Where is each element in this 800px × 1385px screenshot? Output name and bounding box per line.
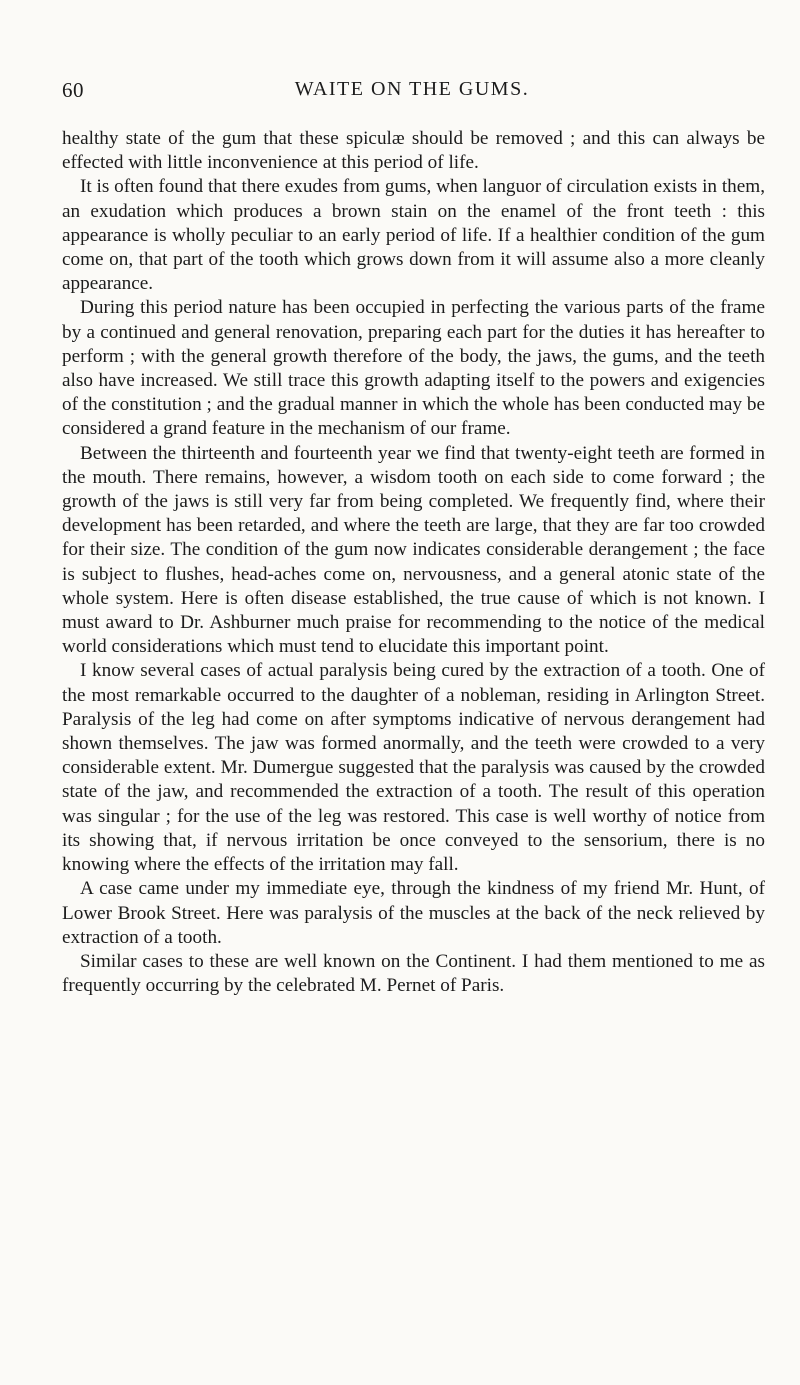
page-number: 60: [62, 78, 84, 102]
paragraph-exudation: It is often found that there exudes from gums, when languor of circulation exists in them, an exudation which produces a brown stain on the enamel of the front teeth : this appearance is wholly peculiar to an early period of life. If a healthier condition of the gum come on, that part of the tooth which grows down from it will assume also a more cleanly appearance.: [62, 176, 765, 295]
paragraph-wisdom-tooth: Between the thirteenth and fourteenth year we find that twenty-eight teeth are formed in the mouth. There remains, however, a wisdom tooth on each side to come forward ; the growth of the jaws is still very far from being completed. We frequently find, where their development has been retarded, and where the teeth are large, that they are far too crowded for their size. The condition of the gum now indicates considerable derangement ; the face is subject to flushes, head-aches come on, nervousness, and a general atonic state of the whole system. Here is often disease established, the true cause of which is not known. I must award to Dr. Ashburner much praise for recommending to the notice of the medical world considerations which must tend to elucidate this important point.: [62, 442, 765, 658]
paragraph-hunt-case: A case came under my immediate eye, through the kindness of my friend Mr. Hunt, of Lower Brook Street. Here was paralysis of the muscles at the back of the neck relieved by extraction of a tooth.: [62, 878, 765, 948]
paragraph-continuation: healthy state of the gum that these spiculæ should be removed ; and this can always be effected with little inconvenience at this period of life.: [62, 128, 765, 174]
running-head: [62, 78, 762, 108]
running-title: WAITE ON THE GUMS.: [294, 78, 530, 100]
body-text: [62, 127, 765, 998]
paragraph-continent: Similar cases to these are well known on the Continent. I had them mentioned to me as frequently occurring by the celebrated M. Pernet of Paris.: [62, 950, 765, 997]
paragraph-paralysis-cases: I know several cases of actual paralysis being cured by the extraction of a tooth. One of the most remarkable occurred to the daughter of a nobleman, residing in Arlington Street. Paralysis of the leg had come on after symptoms indicative of nervous derangement had shown themselves. The jaw was formed anormally, and the teeth were crowded to a very considerable extent. Mr. Dumergue suggested that the paralysis was caused by the crowded state of the jaw, and recommended the extraction of a tooth. The result of this operation was singular ; for the use of the leg was restored. This case is well worthy of notice from its showing that, if nervous irritation be once conveyed to the sensorium, there is no knowing where the effects of the irritation may fall.: [62, 660, 765, 876]
paragraph-growth: During this period nature has been occupied in perfecting the various parts of the frame by a continued and general renovation, preparing each part for the duties it has hereafter to perform ; with the general growth therefore of the body, the jaws, the gums, and the teeth also have increased. We still trace this growth adapting itself to the powers and exigencies of the constitution ; and the gradual manner in which the whole has been conducted may be considered a grand feature in the mechanism of our frame.: [62, 297, 765, 440]
